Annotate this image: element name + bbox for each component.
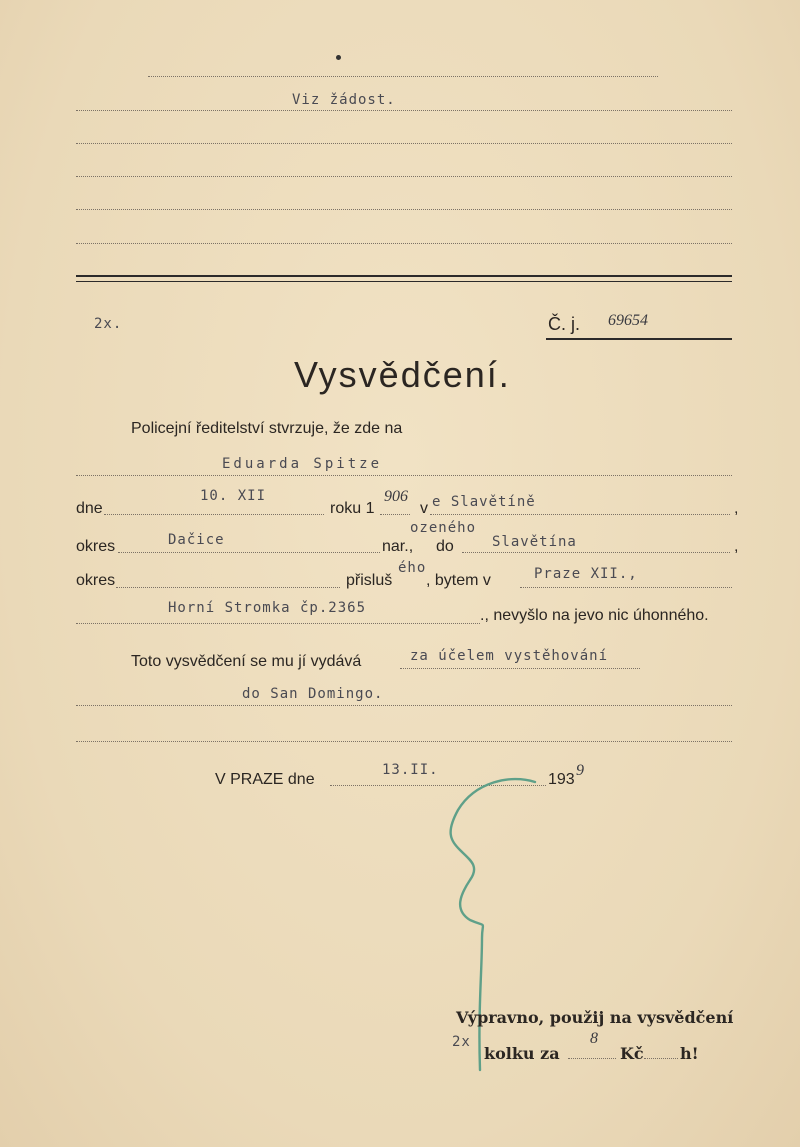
comma: , xyxy=(734,500,739,517)
residing-label: , bytem v xyxy=(426,572,491,589)
nothing-found-text: ., nevyšlo na jevo nic úhonného. xyxy=(480,607,709,624)
stamp-amount: 8 xyxy=(590,1030,598,1047)
dotted-line xyxy=(76,176,732,177)
dotted-line xyxy=(76,741,732,742)
in-label: v xyxy=(420,500,428,517)
year-label: roku 1 xyxy=(330,500,375,517)
district-value: Dačice xyxy=(168,532,225,548)
person-name: Eduarda Spitze xyxy=(222,456,383,472)
dotted-line xyxy=(380,514,410,515)
dotted-line xyxy=(118,552,380,553)
comma: , xyxy=(734,538,739,555)
copies-count: 2x. xyxy=(94,316,123,332)
reference-underline xyxy=(546,338,732,340)
signature xyxy=(430,770,550,1080)
top-dot xyxy=(336,55,341,60)
document-title: Vysvědčení. xyxy=(294,354,511,395)
belonging-label: přisluš xyxy=(346,572,393,589)
day-label: dne xyxy=(76,500,103,517)
dotted-line xyxy=(76,143,732,144)
residence-city: Praze XII., xyxy=(534,566,638,582)
dotted-line xyxy=(76,705,732,706)
dotted-line xyxy=(76,243,732,244)
dotted-line xyxy=(116,587,340,588)
divider-rule xyxy=(76,275,732,277)
birth-place: e Slavětíně xyxy=(432,494,536,510)
issue-year: 193 xyxy=(548,771,575,788)
district-label: okres xyxy=(76,538,116,555)
reference-number: 69654 xyxy=(608,312,648,329)
currency-label: Kč xyxy=(620,1044,644,1063)
place-date-label: V PRAZE dne xyxy=(215,771,315,788)
birth-year: 906 xyxy=(384,488,408,505)
copies-count-bottom: 2x xyxy=(452,1034,471,1050)
dotted-line xyxy=(104,514,324,515)
purpose-destination: do San Domingo. xyxy=(242,686,384,702)
dotted-line xyxy=(148,76,658,77)
dotted-line xyxy=(76,209,732,210)
district-label-2: okres xyxy=(76,572,116,589)
dotted-line xyxy=(430,514,730,515)
stamp-instruction: Výpravno, použij na vysvědčení xyxy=(456,1008,734,1027)
dotted-line xyxy=(644,1058,678,1059)
dotted-line xyxy=(568,1058,616,1059)
dotted-line xyxy=(520,587,732,588)
to-label: do xyxy=(436,538,454,555)
issued-text: Toto vysvědčení se mu jí vydává xyxy=(131,653,362,670)
home-town: Slavětína xyxy=(492,534,577,550)
purpose: za účelem vystěhování xyxy=(410,648,609,664)
born-label: nar., xyxy=(382,538,414,555)
heller-label: h! xyxy=(680,1044,699,1063)
born-suffix: ozeného xyxy=(410,520,477,536)
divider-rule xyxy=(76,281,732,282)
issue-date: 13.II. xyxy=(382,762,439,778)
dotted-line xyxy=(462,552,730,553)
dotted-line xyxy=(76,623,480,624)
dotted-line xyxy=(76,475,732,476)
residence-address: Horní Stromka čp.2365 xyxy=(168,600,367,616)
dotted-line xyxy=(76,110,732,111)
stamp-label: kolku za xyxy=(484,1044,560,1063)
dotted-line xyxy=(400,668,640,669)
reference-note: Viz žádost. xyxy=(292,92,396,108)
belonging-suffix: ého xyxy=(398,560,427,576)
intro-text: Policejní ředitelství stvrzuje, že zde na xyxy=(131,420,403,437)
birth-day: 10. XII xyxy=(200,488,267,504)
issue-year-digit: 9 xyxy=(576,762,584,779)
reference-label: Č. j. xyxy=(548,314,581,334)
